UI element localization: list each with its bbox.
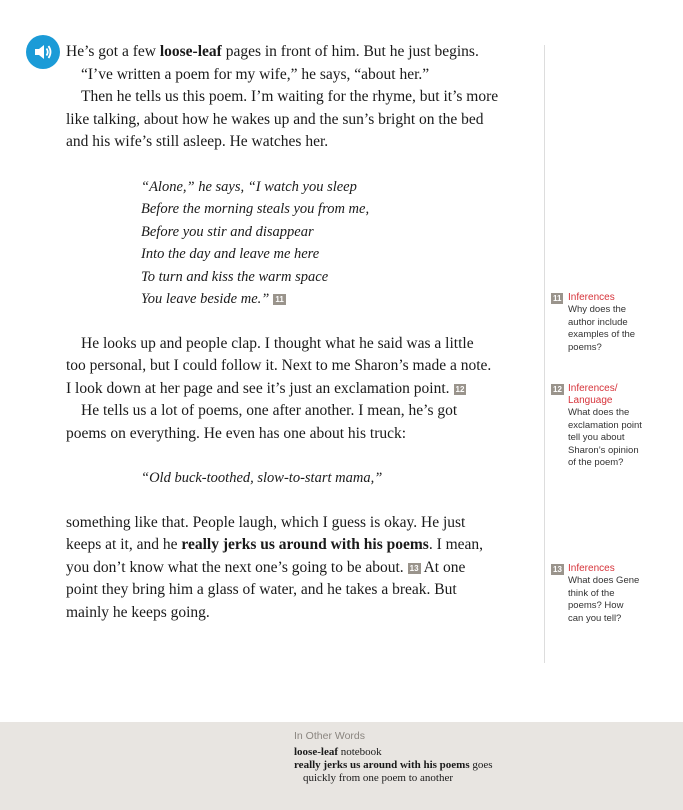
poem-excerpt [66, 467, 536, 490]
margin-note-12 [551, 383, 666, 470]
note-question: Why does the author include examples of the poems? [568, 304, 636, 353]
poem-line: Before you stir and disappear [141, 223, 314, 240]
margin-note-11 [551, 292, 666, 354]
note-title: Inferences/ Language [568, 383, 618, 406]
glossary-footer [0, 722, 683, 810]
paragraph-line: too personal, but I could follow it. Next to me Sharon’s made a note. [66, 357, 492, 374]
paragraph-line: point they bring him a glass of water, and he takes a break. But [66, 581, 457, 598]
paragraph-line: Then he tells us this poem. I’m waiting for the rhyme, but it’s more [81, 88, 499, 105]
poem-excerpt [66, 176, 536, 311]
paragraph-line: you don’t know what the next one’s going to be about. 13 At one [66, 558, 466, 576]
vocab-term-loose-leaf[interactable]: loose-leaf [159, 43, 222, 60]
glossary-entry-continued: quickly from one poem to another [303, 772, 453, 784]
poem-line: “Old buck-toothed, slow-to-start mama,” [141, 470, 383, 486]
note-question: What does Gene think of the poems? How can you tell? [568, 575, 640, 624]
audio-button[interactable] [26, 35, 60, 69]
paragraph-line: like talking, about how he wakes up and the sun’s bright on the bed [66, 110, 484, 128]
note-number: 11 [553, 294, 562, 303]
story-text [66, 41, 536, 624]
paragraph-line: poems on everything. He even has one about his truck: [66, 424, 407, 442]
paragraph-line: mainly he keeps going. [66, 603, 210, 621]
margin-note-13 [551, 563, 666, 625]
glossary-title: In Other Words [294, 730, 365, 742]
note-number: 13 [553, 565, 562, 574]
poem-line: Into the day and leave me here [141, 246, 320, 262]
note-title: Inferences [568, 563, 615, 574]
note-number: 12 [553, 385, 562, 394]
annotation-marker-13[interactable]: 13 [409, 563, 419, 573]
poem-line: To turn and kiss the warm space [141, 268, 329, 285]
poem-line: You leave beside me.” 11 [141, 291, 284, 307]
annotation-marker-12[interactable]: 12 [455, 384, 465, 394]
poem-line: “Alone,” he says, “I watch you sleep [141, 178, 357, 195]
poem-line: Before the morning steals you from me, [141, 201, 370, 217]
paragraph-line: keeps at it, and he really jerks us around with his poems. I mean, [66, 536, 484, 553]
vocab-term-jerks-us-around[interactable]: really jerks us around with his poems [181, 536, 429, 553]
paragraph-line: “I’ve written a poem for my wife,” he says, “about her.” [81, 65, 430, 83]
margin-divider [544, 45, 545, 663]
paragraph-line: He’s got a few loose-leaf pages in front of him. But he just begins. [66, 43, 479, 60]
paragraph-line: He tells us a lot of poems, one after another. I mean, he’s got [81, 402, 458, 419]
paragraph-line: He looks up and people clap. I thought what he said was a little [81, 334, 474, 352]
paragraph-line: I look down at her page and see it’s just an exclamation point. 12 [66, 379, 465, 397]
speaker-icon [33, 43, 53, 61]
note-question: What does the exclamation point tell you about Sharon’s opinion of the poem? [568, 407, 642, 468]
paragraph-line: something like that. People laugh, which I guess is okay. He just [66, 513, 466, 531]
paragraph-line: and his wife’s still asleep. He watches her. [66, 133, 329, 150]
annotation-marker-11[interactable]: 11 [275, 295, 284, 304]
glossary-entry: loose-leaf notebook [294, 746, 382, 758]
glossary-entry: really jerks us around with his poems goes [294, 759, 493, 771]
note-title: Inferences [568, 292, 615, 303]
